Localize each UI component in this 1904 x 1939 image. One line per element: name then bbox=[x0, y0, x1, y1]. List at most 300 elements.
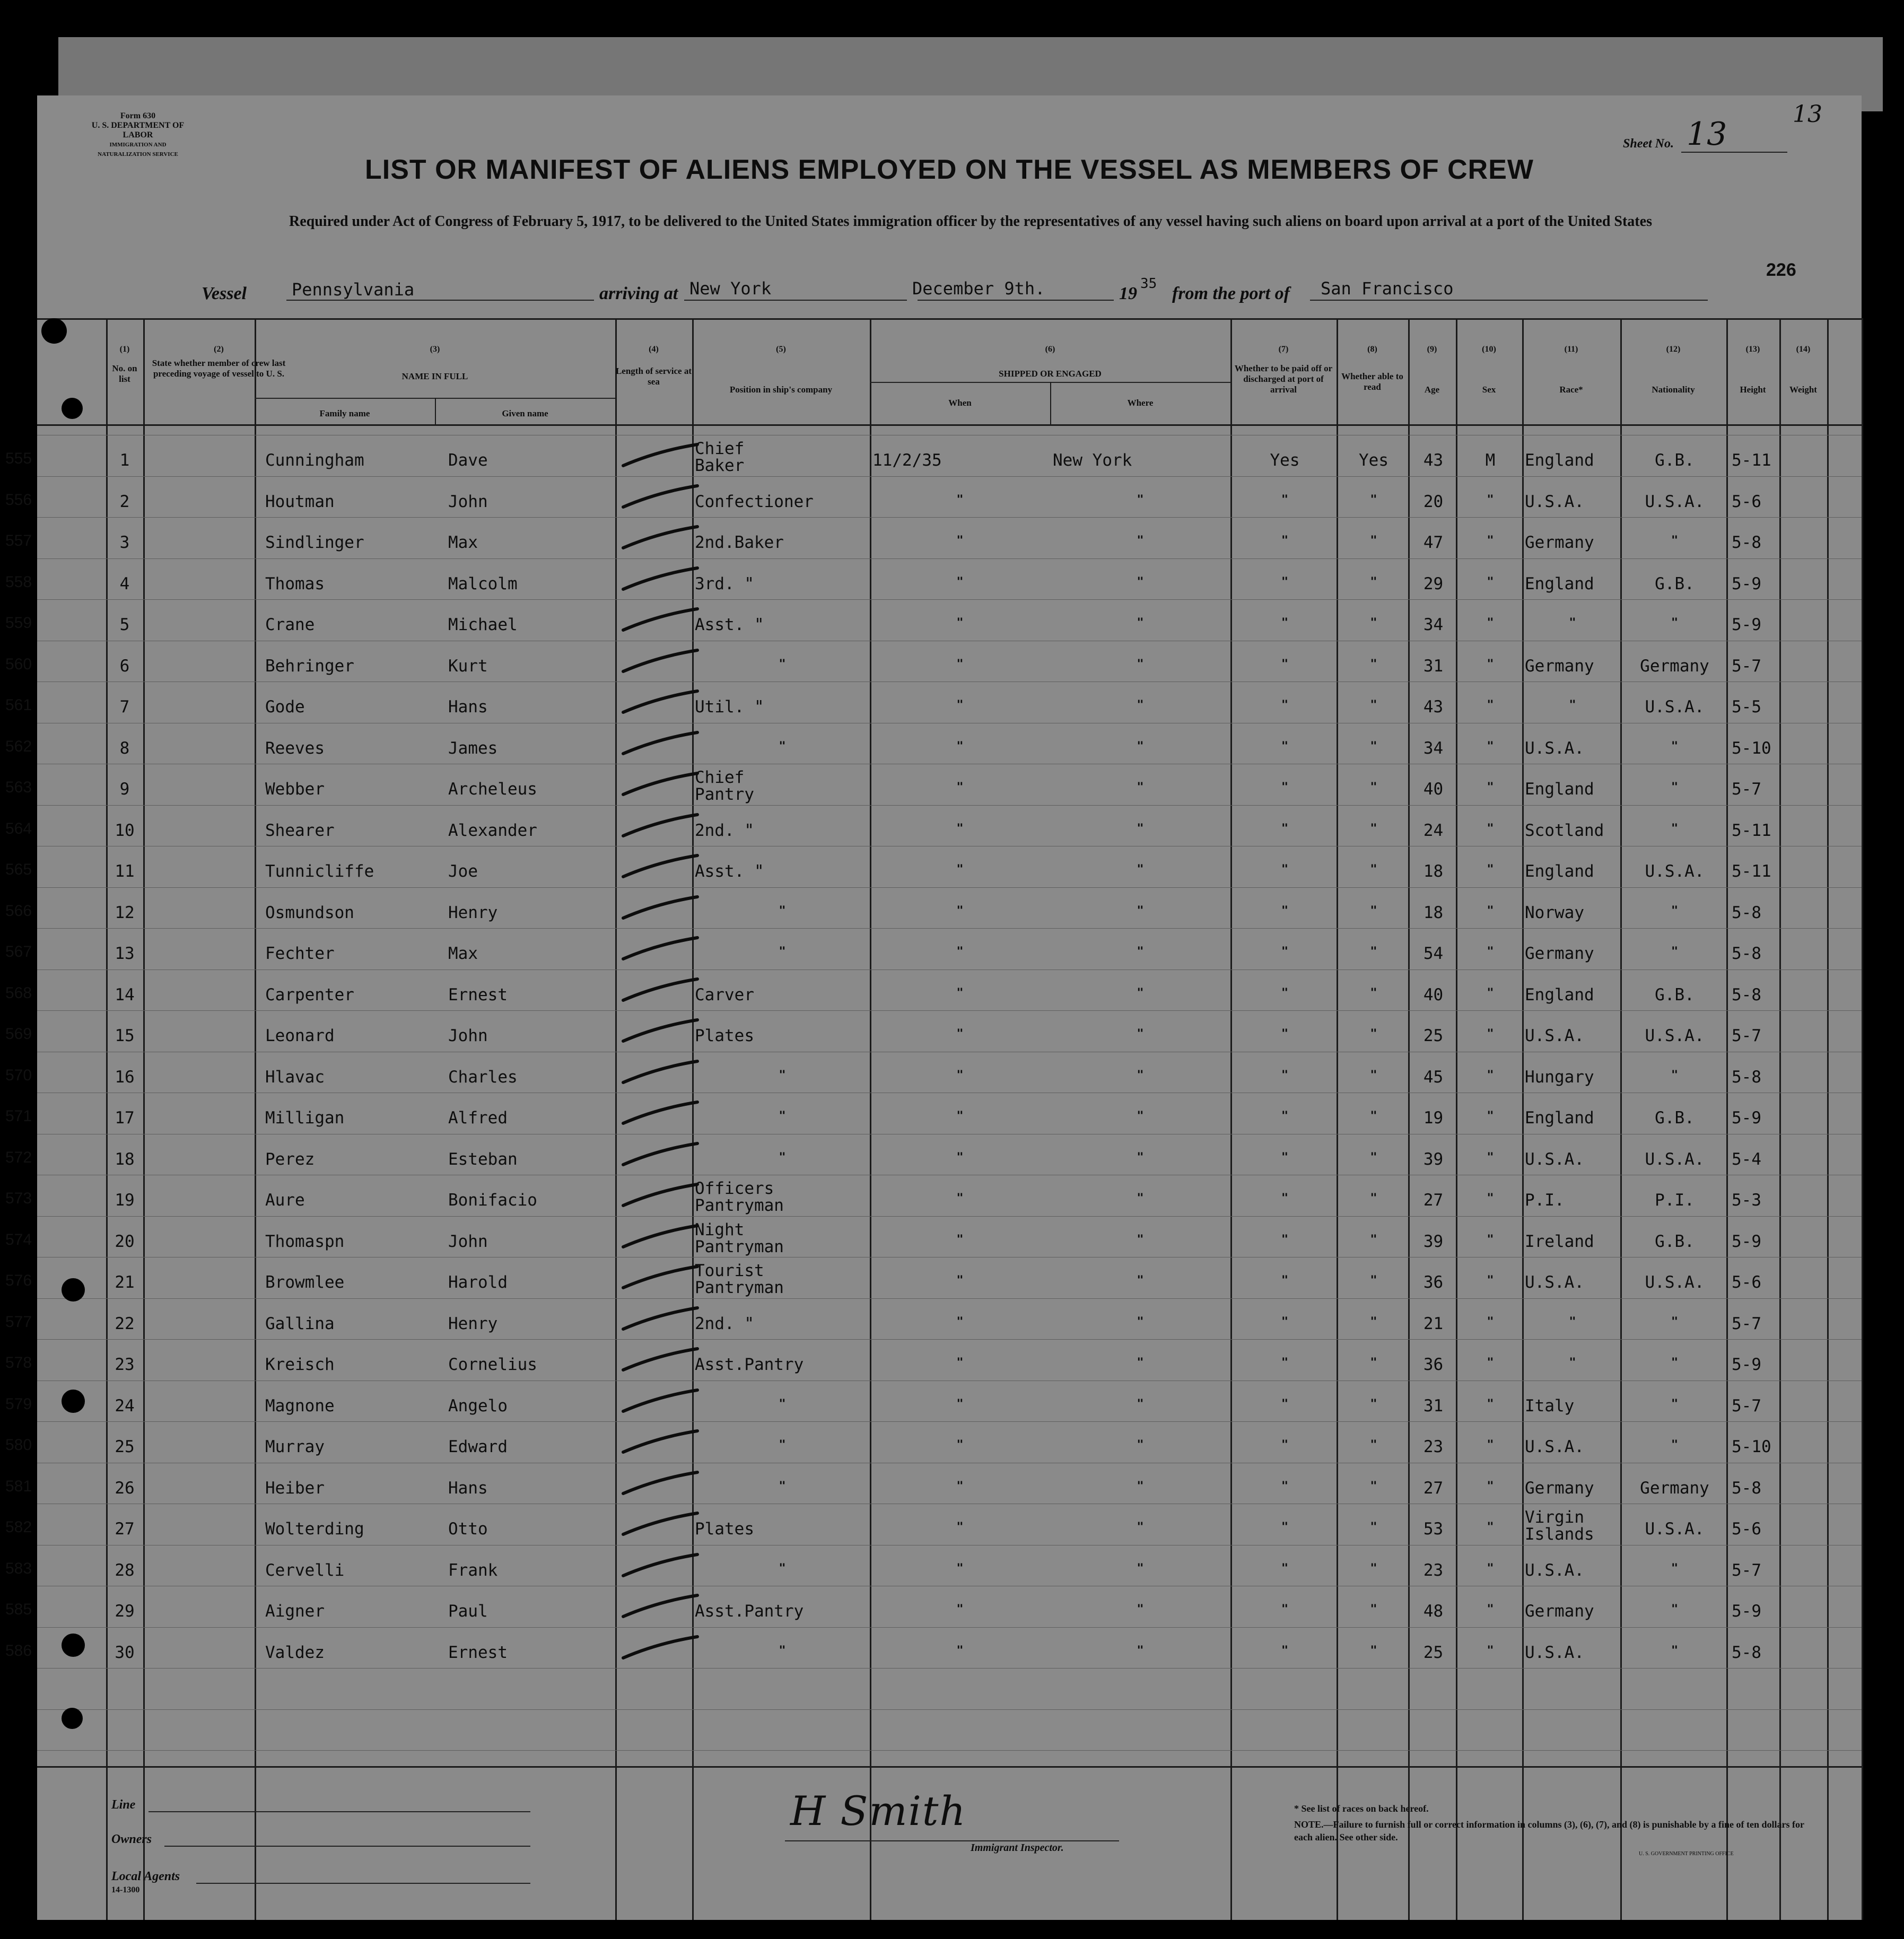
col7-num: (7) bbox=[1278, 345, 1289, 354]
binding-ring bbox=[41, 318, 67, 344]
cell-race: " bbox=[1569, 1315, 1576, 1329]
margin-line-number: 564 bbox=[5, 819, 32, 837]
cell-given: Cornelius bbox=[448, 1355, 537, 1374]
row-rule bbox=[37, 887, 1862, 888]
cell-where: " bbox=[1137, 1356, 1144, 1369]
cell-nationality: " bbox=[1671, 1603, 1679, 1616]
printer-mark: U. S. GOVERNMENT PRINTING OFFICE bbox=[1639, 1851, 1734, 1857]
cell-family: Thomas bbox=[265, 574, 325, 593]
cell-nationality: G.B. bbox=[1655, 985, 1695, 1005]
margin-line-number: 563 bbox=[5, 779, 32, 796]
cell-given: Malcolm bbox=[448, 574, 518, 593]
cell-read: " bbox=[1370, 1479, 1377, 1493]
cell-height: 5-3 bbox=[1732, 1191, 1761, 1210]
arriving-line bbox=[684, 300, 907, 301]
cell-read: " bbox=[1370, 739, 1377, 753]
cell-read: " bbox=[1370, 1274, 1377, 1287]
cell-where: " bbox=[1137, 1315, 1144, 1329]
cell-nationality: G.B. bbox=[1655, 574, 1695, 593]
cell-where: " bbox=[1137, 1233, 1144, 1246]
cell-paid: " bbox=[1281, 1438, 1289, 1452]
cell-age: 36 bbox=[1423, 1273, 1444, 1292]
cell-position: Asst. " bbox=[695, 862, 764, 881]
cell-read: " bbox=[1370, 1356, 1377, 1369]
cell-no: 20 bbox=[115, 1231, 135, 1251]
cell-family: Crane bbox=[265, 615, 315, 634]
service-pen-stroke bbox=[621, 1344, 700, 1376]
cell-age: 43 bbox=[1423, 451, 1444, 470]
cell-race: England bbox=[1525, 451, 1594, 470]
cell-nationality: G.B. bbox=[1655, 451, 1695, 470]
form-number bbox=[90, 111, 186, 159]
arriving-label: arriving at bbox=[599, 284, 678, 303]
col12-header: Nationality bbox=[1652, 385, 1695, 395]
service-pen-stroke bbox=[621, 1591, 700, 1623]
cell-when: " bbox=[956, 1315, 964, 1329]
margin-line-number: 557 bbox=[5, 532, 32, 549]
cell-height: 5-8 bbox=[1732, 944, 1761, 963]
cell-nationality: Germany bbox=[1640, 1478, 1709, 1498]
cell-age: 19 bbox=[1423, 1108, 1444, 1128]
cell-nationality: " bbox=[1671, 1561, 1679, 1575]
cell-family: Browmlee bbox=[265, 1273, 345, 1292]
margin-line-number: 559 bbox=[5, 614, 32, 632]
cell-sex: " bbox=[1487, 698, 1494, 712]
service-pen-stroke bbox=[621, 769, 700, 801]
cell-paid: " bbox=[1281, 1561, 1289, 1575]
sheet-number-line bbox=[1681, 152, 1787, 153]
cell-no: 8 bbox=[119, 738, 130, 758]
cell-nationality: " bbox=[1671, 1315, 1679, 1329]
cell-when: " bbox=[956, 1150, 964, 1164]
cell-read: " bbox=[1370, 1561, 1377, 1575]
col3-header: NAME IN FULL bbox=[401, 371, 468, 381]
cell-when: " bbox=[956, 1479, 964, 1493]
cell-age: 40 bbox=[1423, 780, 1444, 799]
cell-when: 11/2/35 bbox=[872, 451, 942, 470]
margin-line-number: 570 bbox=[5, 1066, 32, 1084]
date-line bbox=[918, 300, 1114, 301]
cell-race: Germany bbox=[1525, 533, 1594, 552]
cell-sex: " bbox=[1487, 1274, 1494, 1287]
cell-position: Util. " bbox=[695, 697, 764, 717]
cell-given: John bbox=[448, 1026, 488, 1045]
service-pen-stroke bbox=[621, 1304, 700, 1335]
cell-sex: " bbox=[1487, 1521, 1494, 1534]
cell-where: " bbox=[1137, 1397, 1144, 1411]
cell-paid: " bbox=[1281, 1603, 1289, 1616]
cell-position: Confectioner bbox=[695, 492, 814, 511]
cell-paid: " bbox=[1281, 657, 1289, 671]
cell-height: 5-8 bbox=[1732, 1643, 1761, 1662]
row-rule bbox=[37, 1750, 1862, 1751]
cell-family: Shearer bbox=[265, 820, 335, 840]
cell-family: Tunnicliffe bbox=[265, 862, 374, 881]
cell-nationality: " bbox=[1671, 1438, 1679, 1452]
col5-header: Position in ship's company bbox=[729, 385, 833, 395]
row-rule bbox=[37, 558, 1862, 559]
cell-when: " bbox=[956, 986, 964, 1000]
cell-race: U.S.A. bbox=[1525, 492, 1584, 511]
cell-sex: " bbox=[1487, 1479, 1494, 1493]
cell-age: 39 bbox=[1423, 1231, 1444, 1251]
cell-age: 48 bbox=[1423, 1602, 1444, 1621]
cell-family: Webber bbox=[265, 780, 325, 799]
cell-age: 21 bbox=[1423, 1314, 1444, 1333]
cell-read: " bbox=[1370, 1644, 1377, 1657]
cell-position: " bbox=[779, 1438, 786, 1452]
cell-where: " bbox=[1137, 822, 1144, 835]
cell-paid: " bbox=[1281, 1150, 1289, 1164]
cell-sex: " bbox=[1487, 1150, 1494, 1164]
margin-line-number: 574 bbox=[5, 1230, 32, 1248]
cell-height: 5-9 bbox=[1732, 615, 1761, 634]
cell-age: 20 bbox=[1423, 492, 1444, 511]
cell-position: " bbox=[779, 1479, 786, 1493]
cell-paid: " bbox=[1281, 698, 1289, 712]
cell-paid: " bbox=[1281, 575, 1289, 589]
cell-paid: " bbox=[1281, 1233, 1289, 1246]
cell-family: Kreisch bbox=[265, 1355, 335, 1374]
margin-line-number: 569 bbox=[5, 1025, 32, 1043]
cell-sex: " bbox=[1487, 1603, 1494, 1616]
cell-position: " bbox=[779, 739, 786, 753]
cell-no: 6 bbox=[119, 656, 130, 676]
cell-sex: " bbox=[1487, 1233, 1494, 1246]
cell-race: England bbox=[1525, 985, 1594, 1005]
cell-where: " bbox=[1137, 1110, 1144, 1123]
cell-family: Gallina bbox=[265, 1314, 335, 1333]
year-prefix: 19 bbox=[1119, 284, 1137, 303]
cell-no: 14 bbox=[115, 985, 135, 1005]
cell-given: Henry bbox=[448, 903, 498, 922]
cell-height: 5-5 bbox=[1732, 697, 1761, 717]
cell-race: U.S.A. bbox=[1525, 1149, 1584, 1169]
cell-no: 13 bbox=[115, 944, 135, 963]
cell-nationality: U.S.A. bbox=[1645, 492, 1705, 511]
margin-line-number: 555 bbox=[5, 450, 32, 467]
punch-hole bbox=[62, 1708, 83, 1729]
cell-sex: " bbox=[1487, 1110, 1494, 1123]
cell-no: 29 bbox=[115, 1602, 135, 1621]
cell-age: 24 bbox=[1423, 820, 1444, 840]
service-pen-stroke bbox=[621, 1262, 700, 1294]
cell-when: " bbox=[956, 1274, 964, 1287]
cell-sex: " bbox=[1487, 493, 1494, 506]
cell-age: 27 bbox=[1423, 1191, 1444, 1210]
cell-nationality: G.B. bbox=[1655, 1108, 1695, 1128]
cell-when: " bbox=[956, 1356, 964, 1369]
cell-sex: " bbox=[1487, 1356, 1494, 1369]
cell-no: 24 bbox=[115, 1396, 135, 1416]
cell-sex: " bbox=[1487, 1027, 1494, 1041]
col5-num: (5) bbox=[776, 345, 786, 354]
cell-when: " bbox=[956, 739, 964, 753]
col11-num: (11) bbox=[1564, 345, 1578, 354]
owners-underline bbox=[164, 1846, 530, 1847]
cell-paid: " bbox=[1281, 493, 1289, 506]
cell-no: 23 bbox=[115, 1355, 135, 1374]
service-pen-stroke bbox=[621, 1509, 700, 1541]
col1-header: No. on list bbox=[112, 363, 137, 384]
arrival-date: December 9th. bbox=[912, 278, 1045, 299]
cell-given: Bonifacio bbox=[448, 1191, 537, 1210]
cell-where: " bbox=[1137, 1438, 1144, 1452]
cell-position: Chief Baker bbox=[695, 439, 745, 475]
service-pen-stroke bbox=[621, 728, 700, 760]
col1-num: (1) bbox=[119, 345, 130, 354]
cell-family: Leonard bbox=[265, 1026, 335, 1045]
cell-race: U.S.A. bbox=[1525, 1560, 1584, 1580]
cell-race: Germany bbox=[1525, 944, 1594, 963]
cell-given: Paul bbox=[448, 1602, 488, 1621]
cell-sex: " bbox=[1487, 1315, 1494, 1329]
cell-position: " bbox=[779, 1561, 786, 1575]
col10-num: (10) bbox=[1482, 345, 1496, 354]
cell-when: " bbox=[956, 1233, 964, 1246]
cell-sex: " bbox=[1487, 575, 1494, 589]
cell-height: 5-9 bbox=[1732, 1108, 1761, 1128]
cell-nationality: " bbox=[1671, 781, 1679, 794]
cell-read: " bbox=[1370, 657, 1377, 671]
cell-given: Michael bbox=[448, 615, 518, 634]
cell-where: " bbox=[1137, 1150, 1144, 1164]
cell-family: Gode bbox=[265, 697, 305, 717]
cell-family: Aigner bbox=[265, 1602, 325, 1621]
col8-header: Whether able to read bbox=[1341, 371, 1403, 392]
margin-line-number: 580 bbox=[5, 1436, 32, 1454]
cell-position: 2nd. " bbox=[695, 1314, 754, 1333]
cell-when: " bbox=[956, 1068, 964, 1082]
cell-when: " bbox=[956, 822, 964, 835]
cell-no: 28 bbox=[115, 1560, 135, 1580]
col11-header: Race* bbox=[1559, 385, 1583, 395]
cell-age: 27 bbox=[1423, 1478, 1444, 1498]
cell-no: 1 bbox=[119, 451, 130, 470]
row-rule bbox=[37, 1339, 1862, 1340]
service-pen-stroke bbox=[621, 482, 700, 513]
cell-read: " bbox=[1370, 493, 1377, 506]
cell-when: " bbox=[956, 1027, 964, 1041]
cell-age: 47 bbox=[1423, 533, 1444, 552]
cell-race: England bbox=[1525, 1108, 1594, 1128]
department: U. S. DEPARTMENT OF LABOR bbox=[91, 121, 185, 139]
cell-when: " bbox=[956, 1644, 964, 1657]
cell-no: 4 bbox=[119, 574, 130, 593]
cell-age: 40 bbox=[1423, 985, 1444, 1005]
col12-num: (12) bbox=[1666, 345, 1681, 354]
table-bottom-border bbox=[37, 1766, 1862, 1768]
margin-line-number: 561 bbox=[5, 696, 32, 714]
margin-line-number: 576 bbox=[5, 1272, 32, 1289]
cell-when: " bbox=[956, 534, 964, 547]
cell-nationality: P.I. bbox=[1655, 1191, 1695, 1210]
cell-paid: " bbox=[1281, 1068, 1289, 1082]
col3-family-header: Family name bbox=[319, 408, 370, 418]
cell-sex: M bbox=[1485, 451, 1496, 470]
cell-position: " bbox=[779, 904, 786, 918]
cell-where: New York bbox=[1053, 451, 1132, 470]
cell-family: Heiber bbox=[265, 1478, 325, 1498]
punch-hole bbox=[62, 1390, 85, 1413]
vessel-name: Pennsylvania bbox=[292, 280, 415, 300]
cell-family: Milligan bbox=[265, 1108, 345, 1128]
cell-height: 5-4 bbox=[1732, 1149, 1761, 1169]
cell-given: Archeleus bbox=[448, 780, 537, 799]
cell-given: Alfred bbox=[448, 1108, 508, 1128]
col9-num: (9) bbox=[1427, 345, 1437, 354]
service-pen-stroke bbox=[621, 1632, 700, 1664]
cell-paid: " bbox=[1281, 1644, 1289, 1657]
cell-family: Fechter bbox=[265, 944, 335, 963]
cell-sex: " bbox=[1487, 616, 1494, 630]
cell-nationality: U.S.A. bbox=[1645, 1026, 1705, 1045]
cell-read: " bbox=[1370, 1315, 1377, 1329]
cell-nationality: " bbox=[1671, 739, 1679, 753]
margin-line-number: 565 bbox=[5, 861, 32, 878]
cell-no: 7 bbox=[119, 697, 130, 717]
cell-height: 5-10 bbox=[1732, 1437, 1771, 1456]
cell-race: Italy bbox=[1525, 1396, 1575, 1416]
cell-no: 11 bbox=[115, 862, 135, 881]
cell-when: " bbox=[956, 616, 964, 630]
row-rule bbox=[37, 1627, 1862, 1628]
cell-where: " bbox=[1137, 739, 1144, 753]
cell-sex: " bbox=[1487, 739, 1494, 753]
cell-race: England bbox=[1525, 780, 1594, 799]
cell-height: 5-11 bbox=[1732, 820, 1771, 840]
cell-given: Edward bbox=[448, 1437, 508, 1456]
margin-line-number: 556 bbox=[5, 491, 32, 509]
cell-age: 34 bbox=[1423, 738, 1444, 758]
cell-given: Harold bbox=[448, 1273, 508, 1292]
cell-height: 5-7 bbox=[1732, 780, 1761, 799]
cell-paid: " bbox=[1281, 945, 1289, 958]
cell-no: 18 bbox=[115, 1149, 135, 1169]
cell-paid: Yes bbox=[1270, 451, 1300, 470]
cell-read: " bbox=[1370, 534, 1377, 547]
cell-given: John bbox=[448, 492, 488, 511]
row-rule bbox=[37, 1709, 1862, 1710]
cell-age: 54 bbox=[1423, 944, 1444, 963]
sheet-number: 13 bbox=[1687, 116, 1727, 153]
cell-no: 21 bbox=[115, 1273, 135, 1292]
page-subtitle: Required under Act of Congress of February 5, 1917, to be delivered to the United States immigration officer by the representatives of any vessel having such aliens on board upon arrival at a port of the United States bbox=[289, 213, 1652, 230]
service-pen-stroke bbox=[621, 605, 700, 636]
cell-read: " bbox=[1370, 1110, 1377, 1123]
cell-race: " bbox=[1569, 698, 1576, 712]
cell-age: 45 bbox=[1423, 1067, 1444, 1087]
vessel-line bbox=[286, 300, 594, 301]
col14-header: Weight bbox=[1789, 385, 1817, 395]
col4-num: (4) bbox=[649, 345, 659, 354]
cell-where: " bbox=[1137, 1274, 1144, 1287]
cell-height: 5-9 bbox=[1732, 1231, 1761, 1251]
cell-sex: " bbox=[1487, 1068, 1494, 1082]
service-pen-stroke bbox=[621, 1057, 700, 1089]
cell-read: " bbox=[1370, 1397, 1377, 1411]
cell-sex: " bbox=[1487, 1438, 1494, 1452]
cell-paid: " bbox=[1281, 1192, 1289, 1205]
cell-family: Cervelli bbox=[265, 1560, 345, 1580]
cell-where: " bbox=[1137, 657, 1144, 671]
cell-nationality: " bbox=[1671, 904, 1679, 918]
cell-race: Germany bbox=[1525, 1602, 1594, 1621]
service-pen-stroke bbox=[621, 1427, 700, 1458]
service-pen-stroke bbox=[621, 1016, 700, 1047]
margin-line-number: 566 bbox=[5, 902, 32, 920]
cell-age: 43 bbox=[1423, 697, 1444, 717]
cell-paid: " bbox=[1281, 1397, 1289, 1411]
cell-when: " bbox=[956, 1603, 964, 1616]
cell-read: " bbox=[1370, 822, 1377, 835]
cell-sex: " bbox=[1487, 1397, 1494, 1411]
service-pen-stroke bbox=[621, 810, 700, 842]
margin-line-number: 571 bbox=[5, 1107, 32, 1125]
cell-age: 34 bbox=[1423, 615, 1444, 634]
vessel-label: Vessel bbox=[202, 284, 247, 303]
cell-height: 5-9 bbox=[1732, 1355, 1761, 1374]
row-rule bbox=[37, 1298, 1862, 1299]
cell-family: Aure bbox=[265, 1191, 305, 1210]
cell-sex: " bbox=[1487, 657, 1494, 671]
cell-age: 31 bbox=[1423, 656, 1444, 676]
cell-position: " bbox=[779, 1110, 786, 1123]
cell-race: Hungary bbox=[1525, 1067, 1594, 1087]
cell-family: Murray bbox=[265, 1437, 325, 1456]
cell-race: Scotland bbox=[1525, 820, 1604, 840]
from-port-line bbox=[1310, 300, 1708, 301]
cell-when: " bbox=[956, 1561, 964, 1575]
cell-race: U.S.A. bbox=[1525, 1437, 1584, 1456]
owners-label: Owners bbox=[111, 1832, 152, 1846]
cell-when: " bbox=[956, 1397, 964, 1411]
sheet-number-margin: 13 bbox=[1793, 101, 1822, 128]
margin-line-number: 578 bbox=[5, 1354, 32, 1372]
arriving-port: New York bbox=[689, 278, 772, 299]
cell-no: 17 bbox=[115, 1108, 135, 1128]
cell-paid: " bbox=[1281, 986, 1289, 1000]
col6-header: SHIPPED OR ENGAGED bbox=[999, 369, 1102, 379]
row-rule bbox=[37, 1668, 1862, 1669]
cell-sex: " bbox=[1487, 1561, 1494, 1575]
cell-when: " bbox=[956, 945, 964, 958]
cell-given: Dave bbox=[448, 451, 488, 470]
cell-no: 9 bbox=[119, 780, 130, 799]
form-no: Form 630 bbox=[120, 111, 156, 120]
cell-given: Ernest bbox=[448, 1643, 508, 1662]
cell-paid: " bbox=[1281, 739, 1289, 753]
cell-position: 2nd.Baker bbox=[695, 533, 784, 552]
punch-hole bbox=[62, 1634, 85, 1657]
service-pen-stroke bbox=[621, 1098, 700, 1130]
cell-age: 39 bbox=[1423, 1149, 1444, 1169]
service-pen-stroke bbox=[621, 1221, 700, 1253]
col7-header: Whether to be paid off or discharged at port of arrival bbox=[1234, 363, 1333, 395]
cell-height: 5-6 bbox=[1732, 1273, 1761, 1292]
cell-paid: " bbox=[1281, 1110, 1289, 1123]
cell-paid: " bbox=[1281, 1315, 1289, 1329]
cell-height: 5-8 bbox=[1732, 903, 1761, 922]
cell-read: " bbox=[1370, 1521, 1377, 1534]
cell-family: Osmundson bbox=[265, 903, 354, 922]
cell-race: Norway bbox=[1525, 903, 1584, 922]
cell-given: James bbox=[448, 738, 498, 758]
signature-line bbox=[785, 1840, 1119, 1841]
cell-height: 5-8 bbox=[1732, 1478, 1761, 1498]
cell-no: 3 bbox=[119, 533, 130, 552]
cell-height: 5-7 bbox=[1732, 656, 1761, 676]
